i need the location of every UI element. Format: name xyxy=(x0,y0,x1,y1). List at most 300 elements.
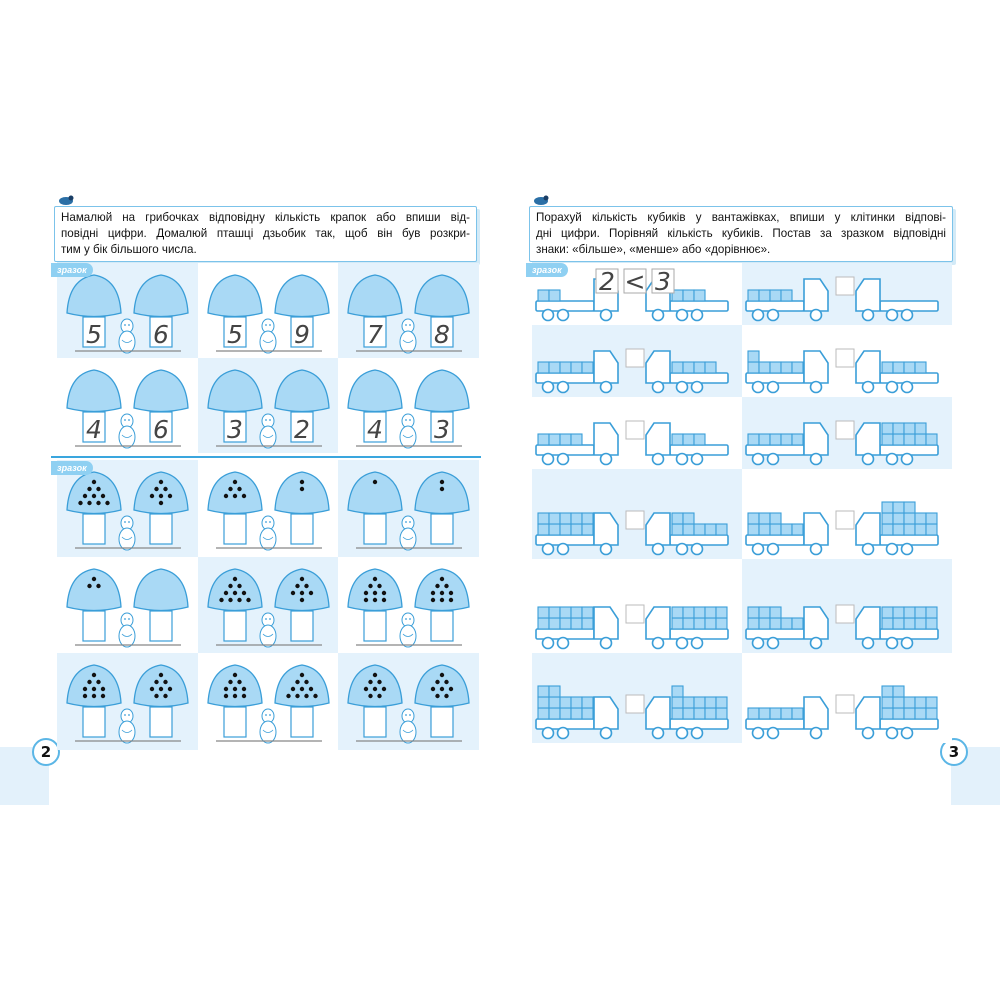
dot xyxy=(159,480,163,484)
cube xyxy=(770,524,781,535)
dot xyxy=(163,680,167,684)
exercise-cell xyxy=(338,653,479,750)
cube xyxy=(904,513,915,524)
answer-box[interactable] xyxy=(836,421,854,439)
truck-right xyxy=(856,607,938,649)
exercise-cell xyxy=(198,557,339,654)
left-instruction-line-2: повідні цифри. Домалюй пташці дзьобик так, щоб він був розкри- xyxy=(61,227,470,240)
dot xyxy=(286,694,290,698)
dot xyxy=(232,480,236,484)
dot xyxy=(290,687,294,691)
cube xyxy=(694,290,705,301)
mushroom-right xyxy=(134,472,188,544)
bird-icon xyxy=(400,319,416,353)
cube xyxy=(926,513,937,524)
cube xyxy=(770,290,781,301)
dot xyxy=(444,694,448,698)
dot xyxy=(154,680,158,684)
number-right: 6 xyxy=(153,414,169,444)
dot xyxy=(382,687,386,691)
number-left: 7 xyxy=(367,319,384,349)
cube xyxy=(582,524,593,535)
cube xyxy=(926,524,937,535)
dot xyxy=(237,680,241,684)
right-page-number: 3 xyxy=(940,738,968,766)
cube xyxy=(882,708,893,719)
dot xyxy=(228,487,232,491)
cube xyxy=(893,708,904,719)
dot xyxy=(308,590,312,594)
dot xyxy=(92,576,96,580)
bird-icon xyxy=(260,414,276,448)
cube xyxy=(672,434,683,445)
cube xyxy=(770,618,781,629)
mushroom-right xyxy=(275,569,329,641)
truck-right xyxy=(646,686,728,739)
cube xyxy=(672,708,683,719)
number-left: 4 xyxy=(86,414,102,444)
answer-box[interactable] xyxy=(626,605,644,623)
cube xyxy=(770,513,781,524)
bird-icon xyxy=(119,319,135,353)
mushroom-left xyxy=(208,665,262,737)
dot xyxy=(373,597,377,601)
dot xyxy=(96,501,100,505)
mushroom-left xyxy=(208,569,262,641)
bird-icon xyxy=(119,709,135,743)
cube xyxy=(904,423,915,434)
dot xyxy=(444,583,448,587)
cube xyxy=(694,434,705,445)
dot xyxy=(87,583,91,587)
cube xyxy=(571,524,582,535)
dot xyxy=(440,687,444,691)
dot xyxy=(232,694,236,698)
cube xyxy=(560,708,571,719)
mushroom-left xyxy=(348,665,402,737)
mushroom-left xyxy=(348,472,402,544)
number-left: 4 xyxy=(367,414,384,444)
cube xyxy=(716,618,727,629)
number-right: 2 xyxy=(293,414,310,444)
dot xyxy=(219,597,223,601)
exercise-cell xyxy=(198,460,339,557)
cube xyxy=(672,362,683,373)
cube xyxy=(538,362,549,373)
dot xyxy=(299,487,303,491)
cube xyxy=(926,607,937,618)
truck-right xyxy=(646,607,728,649)
dot xyxy=(304,680,308,684)
mushroom-left xyxy=(67,472,121,544)
cube xyxy=(582,513,593,524)
cube xyxy=(716,524,727,535)
cube xyxy=(571,708,582,719)
dot xyxy=(364,687,368,691)
truck-cell xyxy=(742,653,952,743)
cube xyxy=(926,434,937,445)
truck-left xyxy=(536,351,618,393)
cube xyxy=(748,618,759,629)
dot xyxy=(241,687,245,691)
dot xyxy=(440,673,444,677)
dot xyxy=(232,494,236,498)
dot xyxy=(444,680,448,684)
bird-icon xyxy=(260,612,276,646)
dot xyxy=(373,687,377,691)
cube xyxy=(538,607,549,618)
mushroom-grid-1 xyxy=(57,263,479,453)
dot xyxy=(83,694,87,698)
cube xyxy=(694,524,705,535)
sample-label-1: зразок xyxy=(51,263,93,277)
bird-icon xyxy=(119,516,135,550)
dot xyxy=(241,494,245,498)
cube xyxy=(683,618,694,629)
dot xyxy=(83,687,87,691)
cube xyxy=(560,607,571,618)
dot xyxy=(159,494,163,498)
cube xyxy=(672,697,683,708)
cube xyxy=(716,607,727,618)
answer-box[interactable] xyxy=(836,511,854,529)
exercise-cell xyxy=(338,263,479,358)
exercise-cell xyxy=(57,263,198,358)
dot xyxy=(364,590,368,594)
left-page-number: 2 xyxy=(32,738,60,766)
truck-cell xyxy=(532,469,742,559)
bird-icon xyxy=(400,612,416,646)
exercise-cell xyxy=(57,653,198,750)
cube xyxy=(904,524,915,535)
dot xyxy=(290,590,294,594)
ladybug-icon xyxy=(533,194,549,205)
truck-left xyxy=(746,423,828,465)
truck-cell xyxy=(532,559,742,653)
cube xyxy=(904,697,915,708)
dot xyxy=(440,487,444,491)
cube xyxy=(683,362,694,373)
dot xyxy=(431,597,435,601)
dot xyxy=(92,694,96,698)
dot xyxy=(96,680,100,684)
cube xyxy=(904,618,915,629)
answer-box[interactable] xyxy=(626,421,644,439)
cube xyxy=(705,362,716,373)
number-left: 5 xyxy=(86,319,102,349)
cube xyxy=(560,434,571,445)
dot xyxy=(368,583,372,587)
dot xyxy=(299,480,303,484)
dot xyxy=(299,673,303,677)
cube xyxy=(882,434,893,445)
dot xyxy=(373,480,377,484)
cube xyxy=(560,524,571,535)
cube xyxy=(716,697,727,708)
section-divider xyxy=(51,456,481,458)
dot xyxy=(232,687,236,691)
right-instruction-line-2: дні цифри. Порівняй кількість кубиків. Постав за зразком відповідні xyxy=(536,227,946,240)
mushroom-right xyxy=(275,665,329,737)
cube xyxy=(571,697,582,708)
cube xyxy=(694,697,705,708)
dot xyxy=(96,487,100,491)
sample-label-2: зразок xyxy=(51,461,93,475)
cube xyxy=(882,686,893,697)
dot xyxy=(223,694,227,698)
number-right: 3 xyxy=(434,414,451,444)
cube xyxy=(560,697,571,708)
dot xyxy=(440,576,444,580)
cube xyxy=(893,434,904,445)
dot xyxy=(449,597,453,601)
left-instruction-line-1: Намалюй на грибочках відповідну кількість крапок або впиши від- xyxy=(61,211,470,224)
cube xyxy=(792,362,803,373)
truck-cell xyxy=(742,397,952,469)
answer-box[interactable] xyxy=(836,277,854,295)
cube xyxy=(893,686,904,697)
bird-icon xyxy=(260,516,276,550)
cube xyxy=(549,708,560,719)
cube xyxy=(893,513,904,524)
dot xyxy=(78,501,82,505)
dot xyxy=(92,480,96,484)
dot xyxy=(299,576,303,580)
cube xyxy=(549,524,560,535)
cube xyxy=(904,434,915,445)
answer-box[interactable] xyxy=(836,605,854,623)
cube xyxy=(893,502,904,513)
cube xyxy=(770,362,781,373)
cube xyxy=(781,524,792,535)
answer-right: 3 xyxy=(655,267,671,296)
mushroom-right xyxy=(415,569,469,641)
dot xyxy=(241,694,245,698)
cube xyxy=(560,362,571,373)
answer-box[interactable] xyxy=(626,695,644,713)
truck-right xyxy=(646,351,728,393)
truck-right xyxy=(646,423,728,465)
mushroom-left xyxy=(208,472,262,544)
cube xyxy=(781,362,792,373)
dot xyxy=(382,597,386,601)
cube xyxy=(748,362,759,373)
dot xyxy=(368,694,372,698)
cube xyxy=(915,607,926,618)
cube xyxy=(705,697,716,708)
cube xyxy=(571,362,582,373)
dot xyxy=(228,680,232,684)
cube xyxy=(582,618,593,629)
cube xyxy=(781,708,792,719)
mushroom-right xyxy=(415,665,469,737)
dot xyxy=(368,680,372,684)
cube xyxy=(538,697,549,708)
dot xyxy=(150,687,154,691)
bird-icon xyxy=(119,414,135,448)
cube xyxy=(683,290,694,301)
cube xyxy=(926,697,937,708)
bird-icon xyxy=(400,516,416,550)
dot xyxy=(440,480,444,484)
cube xyxy=(538,708,549,719)
cube xyxy=(683,697,694,708)
exercise-cell xyxy=(338,557,479,654)
cube xyxy=(915,697,926,708)
mushroom-right xyxy=(134,665,188,737)
cube xyxy=(915,524,926,535)
cube xyxy=(781,618,792,629)
dot xyxy=(299,597,303,601)
dot xyxy=(232,590,236,594)
cube xyxy=(549,513,560,524)
cube xyxy=(748,434,759,445)
mushroom-left xyxy=(67,569,121,641)
dot xyxy=(168,687,172,691)
truck-right xyxy=(856,351,938,393)
mushroom-left xyxy=(67,665,121,737)
dot xyxy=(101,694,105,698)
dot xyxy=(168,494,172,498)
cube xyxy=(748,351,759,362)
cube xyxy=(582,362,593,373)
dot xyxy=(373,590,377,594)
dot xyxy=(299,687,303,691)
cube xyxy=(748,708,759,719)
dot xyxy=(223,687,227,691)
cube xyxy=(560,618,571,629)
dot xyxy=(373,673,377,677)
truck-right xyxy=(856,502,938,555)
dot xyxy=(246,597,250,601)
cube xyxy=(926,618,937,629)
cube xyxy=(716,708,727,719)
cube xyxy=(694,362,705,373)
dot xyxy=(435,583,439,587)
right-instruction xyxy=(529,206,953,262)
truck-left xyxy=(746,513,828,555)
dot xyxy=(223,590,227,594)
answer-box[interactable] xyxy=(626,349,644,367)
dot xyxy=(299,590,303,594)
cube xyxy=(538,686,549,697)
cube xyxy=(672,513,683,524)
cube xyxy=(915,513,926,524)
cube xyxy=(705,618,716,629)
cube xyxy=(694,618,705,629)
dot xyxy=(237,583,241,587)
cube xyxy=(915,362,926,373)
cube xyxy=(882,697,893,708)
dot xyxy=(232,673,236,677)
cube xyxy=(882,618,893,629)
exercise-cell xyxy=(198,653,339,750)
right-page xyxy=(500,0,1000,1000)
cube xyxy=(759,434,770,445)
cube xyxy=(792,708,803,719)
exercise-cell xyxy=(198,263,339,358)
cube xyxy=(672,618,683,629)
cube xyxy=(893,618,904,629)
cube xyxy=(781,434,792,445)
cube xyxy=(705,524,716,535)
cube xyxy=(904,607,915,618)
dot xyxy=(449,590,453,594)
dot xyxy=(92,673,96,677)
dot xyxy=(96,583,100,587)
bird-icon xyxy=(400,414,416,448)
truck-grid xyxy=(532,263,952,753)
cube xyxy=(538,618,549,629)
cube xyxy=(683,513,694,524)
cube xyxy=(759,708,770,719)
cube xyxy=(571,434,582,445)
cube xyxy=(549,362,560,373)
number-right: 6 xyxy=(153,319,169,349)
dot xyxy=(232,576,236,580)
number-right: 9 xyxy=(293,319,310,349)
cube xyxy=(904,502,915,513)
truck-right xyxy=(646,513,728,555)
cube xyxy=(893,362,904,373)
cube xyxy=(694,708,705,719)
cube xyxy=(672,524,683,535)
answer-box[interactable] xyxy=(836,695,854,713)
exercise-cell xyxy=(57,557,198,654)
cube xyxy=(759,618,770,629)
dot xyxy=(87,501,91,505)
number-right: 8 xyxy=(434,319,451,349)
cube xyxy=(571,618,582,629)
cube xyxy=(893,697,904,708)
cube xyxy=(770,708,781,719)
cube xyxy=(549,290,560,301)
mushroom-right xyxy=(415,472,469,544)
dot xyxy=(304,694,308,698)
truck-right xyxy=(856,686,938,739)
cube xyxy=(770,607,781,618)
cube xyxy=(915,423,926,434)
bird-icon xyxy=(260,319,276,353)
cube xyxy=(915,708,926,719)
cube xyxy=(538,434,549,445)
truck-left xyxy=(746,279,828,321)
sample-label-right: зразок xyxy=(526,263,568,277)
dot xyxy=(304,583,308,587)
dot xyxy=(295,583,299,587)
exercise-cell xyxy=(198,358,339,453)
cube xyxy=(538,513,549,524)
truck-left xyxy=(536,423,618,465)
answer-box[interactable] xyxy=(626,511,644,529)
exercise-cell xyxy=(338,460,479,557)
dot xyxy=(440,597,444,601)
dot xyxy=(105,501,109,505)
answer-box[interactable] xyxy=(836,349,854,367)
cube xyxy=(904,708,915,719)
cube xyxy=(582,708,593,719)
exercise-cell xyxy=(338,358,479,453)
truck-cell xyxy=(532,397,742,469)
truck-left xyxy=(746,697,828,739)
truck-cell xyxy=(742,263,952,325)
cube xyxy=(781,290,792,301)
exercise-cell xyxy=(57,358,198,453)
dot xyxy=(241,590,245,594)
number-left: 5 xyxy=(226,319,243,349)
dot xyxy=(87,680,91,684)
cube xyxy=(549,697,560,708)
